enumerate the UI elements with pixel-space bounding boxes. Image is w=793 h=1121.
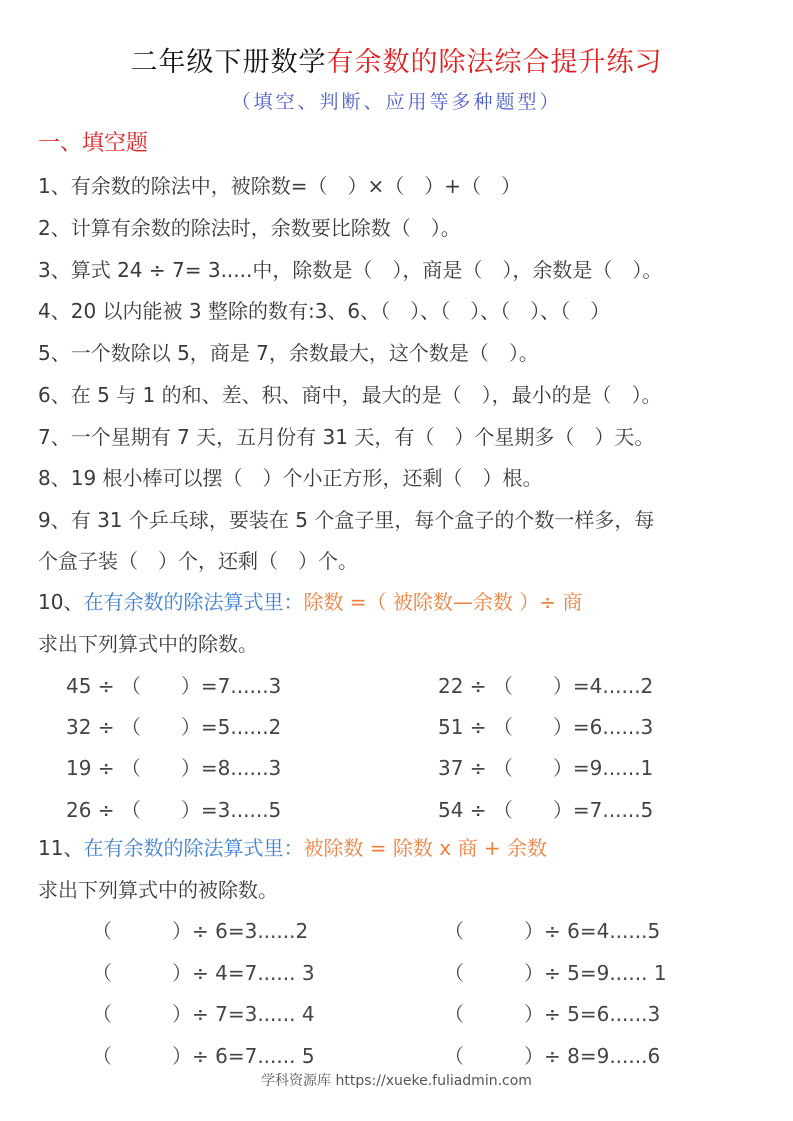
q10-equation: 32 ÷ （ ）=5......2 xyxy=(66,715,282,739)
q11-rule-label: 在有余数的除法算式里： xyxy=(83,836,304,860)
question-6: 6、在 5 与 1 的和、差、积、商中，最大的是（ ），最小的是（ ）。 xyxy=(38,383,662,407)
q11-equation: （ ）÷ 8=9......6 xyxy=(444,1044,661,1068)
q10-equation: 22 ÷ （ ）=4......2 xyxy=(438,674,654,698)
q11-equation: （ ）÷ 6=3......2 xyxy=(92,919,309,943)
q11-equation: （ ）÷ 6=4......5 xyxy=(444,919,661,943)
q11-equation: （ ）÷ 6=7...... 5 xyxy=(92,1044,315,1068)
question-1: 1、有余数的除法中，被除数=（ ）×（ ）+（ ） xyxy=(38,174,521,198)
question-5: 5、一个数除以 5，商是 7，余数最大，这个数是（ ）。 xyxy=(38,341,539,365)
q10-equation: 26 ÷ （ ）=3......5 xyxy=(66,798,282,822)
q11-formula: 被除数 = 除数 x 商 + 余数 xyxy=(303,836,547,860)
q11-number: 11、 xyxy=(38,836,84,860)
title-grade: 二年级下册数学 xyxy=(130,47,327,78)
question-3: 3、算式 24 ÷ 7= 3.....中，除数是（ ），商是（ ），余数是（ ）。 xyxy=(38,258,663,282)
question-7: 7、一个星期有 7 天，五月份有 31 天，有（ ）个星期多（ ）天。 xyxy=(38,425,655,449)
q10-rule-label: 在有余数的除法算式里： xyxy=(83,590,304,614)
q11-equation: （ ）÷ 7=3...... 4 xyxy=(92,1002,315,1026)
q10-equation: 37 ÷ （ ）=9......1 xyxy=(438,756,654,780)
q10-equation: 45 ÷ （ ）=7......3 xyxy=(66,674,282,698)
q11-equation: （ ）÷ 4=7...... 3 xyxy=(92,961,315,985)
footer-watermark: 学科资源库 https://xueke.fuliadmin.com xyxy=(261,1073,532,1089)
q10-instruction: 求出下列算式中的除数。 xyxy=(38,632,258,656)
question-9: 9、有 31 个乒乓球，要装在 5 个盒子里，每个盒子的个数一样多，每 xyxy=(38,508,655,532)
q10-equation: 54 ÷ （ ）=7......5 xyxy=(438,798,654,822)
title-topic: 有余数的除法综合提升练习 xyxy=(326,47,663,78)
question-9-cont: 个盒子装（ ）个，还剩（ ）个。 xyxy=(38,549,358,573)
question-4: 4、20 以内能被 3 整除的数有:3、6、（ ）、（ ）、（ ）、（ ） xyxy=(38,299,611,323)
q10-formula: 除数 =（ 被除数—余数 ）÷ 商 xyxy=(303,590,583,614)
question-8: 8、19 根小棒可以摆（ ）个小正方形，还剩（ ）根。 xyxy=(38,466,543,490)
q11-equation: （ ）÷ 5=6......3 xyxy=(444,1002,661,1026)
q10-equation: 19 ÷ （ ）=8......3 xyxy=(66,756,282,780)
question-11-rule xyxy=(38,832,547,861)
q11-instruction: 求出下列算式中的被除数。 xyxy=(38,878,278,902)
q10-number: 10、 xyxy=(38,590,84,614)
page-subtitle: （填空、判断、应用等多种题型） xyxy=(231,91,562,113)
section-heading: 一、填空题 xyxy=(38,131,149,156)
page-title xyxy=(0,40,793,79)
question-2: 2、计算有余数的除法时，余数要比除数（ ）。 xyxy=(38,216,461,240)
q11-equation: （ ）÷ 5=9...... 1 xyxy=(444,961,667,985)
question-10-rule xyxy=(38,586,582,615)
q10-equation: 51 ÷ （ ）=6......3 xyxy=(438,715,654,739)
